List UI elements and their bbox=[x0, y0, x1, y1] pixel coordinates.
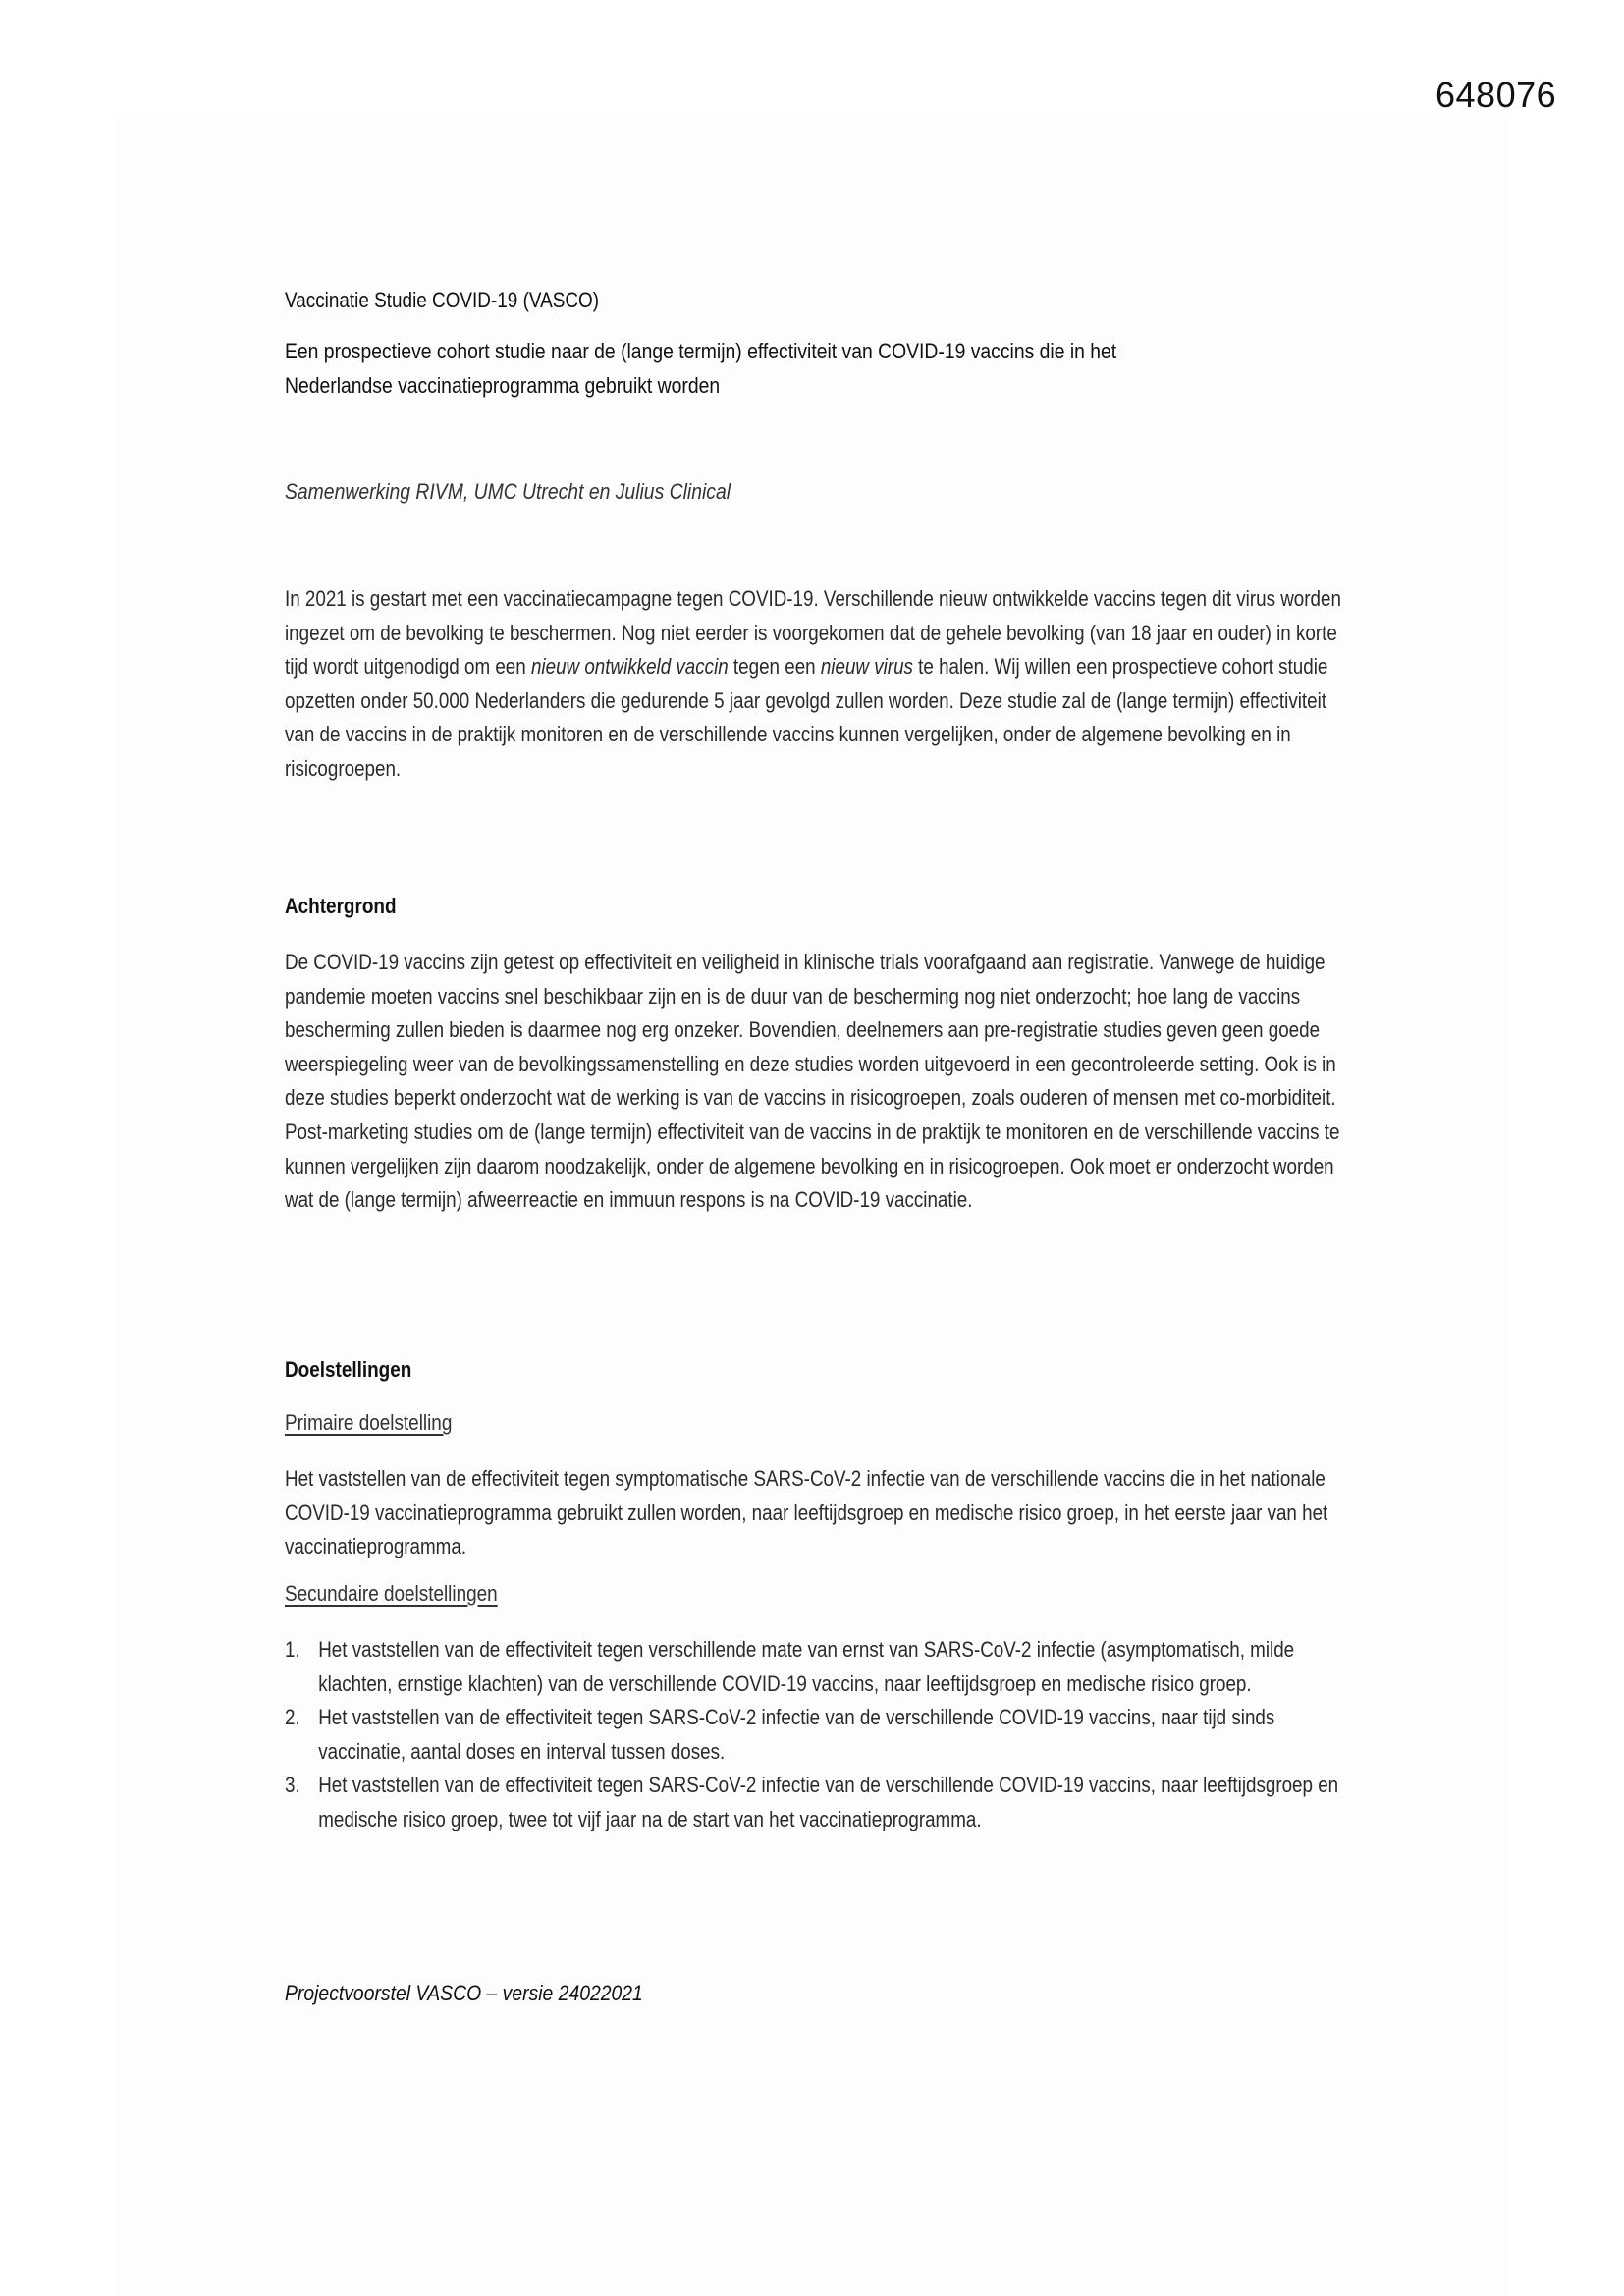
list-item-text: Het vaststellen van de effectiviteit tegen verschillende mate van ernst van SARS-CoV-2 infectie (asymptomatisch, milde klachten, ernstige klachten) van de verschillende COVID-19 vaccins, naar leeftijdsgroep en medische risico groep. bbox=[318, 1637, 1295, 1696]
list-item bbox=[285, 1701, 1342, 1769]
subtitle-line-1: Een prospectieve cohort studie naar de (lange termijn) effectiviteit van COVID-19 vaccins die in het bbox=[285, 339, 1117, 363]
intro-paragraph bbox=[285, 582, 1342, 787]
document-id: 648076 bbox=[1435, 75, 1557, 115]
list-number: 3. bbox=[285, 1773, 300, 1798]
document-footer: Projectvoorstel VASCO – versie 24022021 bbox=[285, 1981, 643, 2005]
background-paragraph: De COVID-19 vaccins zijn getest op effectiviteit en veiligheid in klinische trials voorafgaand aan registratie. Vanwege de huidige pandemie moeten vaccins snel beschikbaar zijn en is de duur van de bescherming nog niet onderzocht; hoe lang de vaccins bescherming zullen bieden is daarmee nog erg onzeker. Bovendien, deelnemers aan pre-registratie studies geven geen goede weerspiegeling weer van de bevolkingssamenstelling en deze studies worden uitgevoerd in een gecontroleerde setting. Ook is in deze studies beperkt onderzocht wat de werking is van de vaccins in risicogroepen, zoals ouderen of mensen met co-morbiditeit. Post-marketing studies om de (lange termijn) effectiviteit van de vaccins in de praktijk te monitoren en de verschillende vaccins te kunnen vergelijken zijn daarom noodzakelijk, onder de algemene bevolking en in risicogroepen. Ook moet er onderzocht worden wat de (lange termijn) afweerreactie en immuun respons is na COVID-19 vaccinatie. bbox=[285, 950, 1340, 1213]
list-item-text: Het vaststellen van de effectiviteit tegen SARS-CoV-2 infectie van de verschillende COVID-19 vaccins, naar leeftijdsgroep en medische risico groep, twee tot vijf jaar na de start van het vaccinatieprogramma. bbox=[318, 1773, 1339, 1831]
intro-text-2: tegen een bbox=[728, 654, 821, 680]
secondary-objectives-list bbox=[285, 1633, 1342, 1837]
intro-emphasis-1: nieuw ontwikkeld vaccin bbox=[530, 654, 729, 680]
list-item bbox=[285, 1769, 1342, 1836]
background-heading: Achtergrond bbox=[285, 894, 397, 918]
intro-text-3: te halen. Wij willen een prospectieve cohort studie opzetten onder 50.000 Nederlanders die gedurende 5 jaar gevolgd zullen worden. Deze studie zal de (lange termijn) effectiviteit van de vaccins in de praktijk monitoren en de verschillende vaccins kunnen vergelijken, onder de algemene bevolking en in risicogroepen. bbox=[285, 654, 1328, 781]
collaboration-line: Samenwerking RIVM, UMC Utrecht en Julius Clinical bbox=[285, 479, 731, 504]
secondary-objectives-heading: Secundaire doelstellingen bbox=[285, 1581, 498, 1606]
primary-objective-paragraph: Het vaststellen van de effectiviteit tegen symptomatische SARS-CoV-2 infectie van de verschillende vaccins die in het nationale COVID-19 vaccinatieprogramma gebruikt zullen worden, naar leeftijdsgroep en medische risico groep, in het eerste jaar van het vaccinatieprogramma. bbox=[285, 1466, 1328, 1559]
objectives-heading: Doelstellingen bbox=[285, 1357, 412, 1382]
document-title: Vaccinatie Studie COVID-19 (VASCO) bbox=[285, 288, 600, 312]
intro-text-1: In 2021 is gestart met een vaccinatiecampagne tegen COVID-19. Verschillende nieuw ontwikkelde vaccins tegen dit virus worden ingezet om de bevolking te beschermen. Nog niet eerder is voorgekomen dat de gehele bevolking (van 18 jaar en ouder) in korte tijd wordt uitgenodigd om een bbox=[285, 586, 1341, 680]
primary-objective-heading: Primaire doelstelling bbox=[285, 1410, 453, 1435]
subtitle-line-2: Nederlandse vaccinatieprogramma gebruikt worden bbox=[285, 373, 721, 398]
list-number: 2. bbox=[285, 1705, 300, 1730]
list-number: 1. bbox=[285, 1637, 300, 1662]
list-item bbox=[285, 1633, 1342, 1701]
intro-emphasis-2: nieuw virus bbox=[820, 654, 913, 680]
list-item-text: Het vaststellen van de effectiviteit tegen SARS-CoV-2 infectie van de verschillende COVID-19 vaccins, naar tijd sinds vaccinatie, aantal doses en interval tussen doses. bbox=[318, 1705, 1275, 1764]
